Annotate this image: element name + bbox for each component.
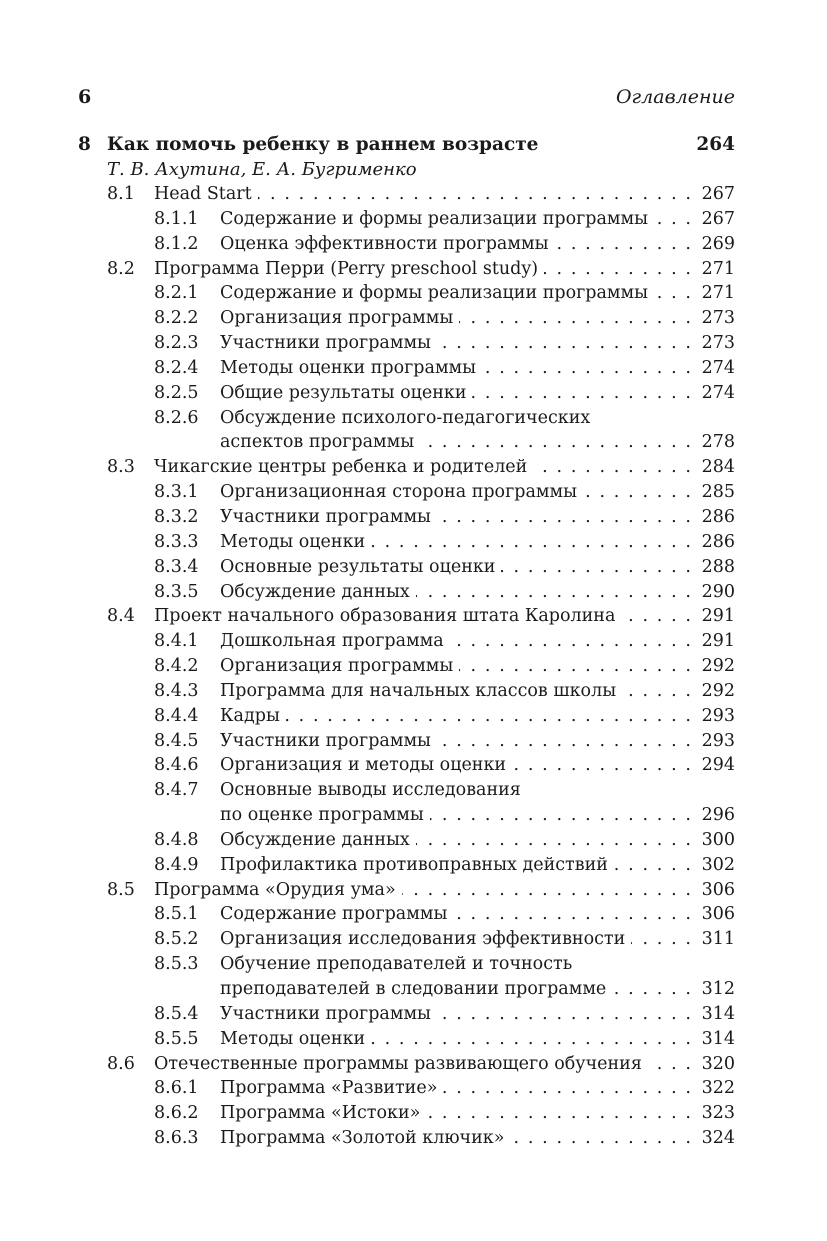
- toc-entry-number: 8.5.4: [154, 1003, 199, 1024]
- toc-entry-page: 314: [696, 1002, 735, 1027]
- toc-entry[interactable]: [78, 1076, 735, 1101]
- toc-entry-title: Основные результаты оценки: [220, 555, 501, 580]
- chapter-number: 8: [78, 134, 91, 155]
- toc-entry-page: 285: [696, 480, 735, 505]
- toc-entry-title: Чикагские центры ребенка и родителей: [154, 455, 533, 480]
- toc-entry[interactable]: [78, 480, 735, 505]
- toc-entry-page: 291: [696, 604, 735, 629]
- toc-entry-page: 271: [696, 257, 735, 282]
- toc-entry[interactable]: [78, 902, 735, 927]
- chapter-page: 264: [696, 134, 735, 155]
- toc-entry-page: 311: [696, 927, 735, 952]
- toc-entry[interactable]: [78, 927, 735, 952]
- toc-entry-page: 274: [696, 356, 735, 381]
- toc-entry-number: 8.2.5: [154, 382, 199, 403]
- toc-entry[interactable]: [78, 753, 735, 778]
- toc-entry-title: Содержание программы: [220, 902, 453, 927]
- toc-entry-number: 8.3.1: [154, 482, 199, 503]
- toc-entry-number: 8.5.3: [154, 954, 199, 975]
- toc-entry-title: Участники программы: [220, 331, 437, 356]
- toc-entry-title: Основные выводы исследования: [220, 778, 527, 803]
- toc-entry-number: 8.6.3: [154, 1128, 199, 1149]
- toc-entry-page: 312: [696, 977, 735, 1002]
- toc-entry-page: 284: [696, 455, 735, 480]
- toc-entry-number: 8.4.9: [154, 854, 199, 875]
- toc-entry-page: 292: [696, 679, 735, 704]
- toc-entry-title: Организация программы: [220, 654, 459, 679]
- toc-entry-number: 8.2.2: [154, 308, 199, 329]
- toc-entry-title: Обсуждение данных: [220, 828, 416, 853]
- toc-entry-title: Программа «Золотой ключик»: [220, 1126, 510, 1151]
- toc-entry-number: 8.2.6: [154, 407, 199, 428]
- toc-entry[interactable]: [78, 381, 735, 406]
- toc-entry[interactable]: [78, 281, 735, 306]
- toc-entry[interactable]: [78, 704, 735, 729]
- toc-entry-number: 8.4.6: [154, 755, 199, 776]
- toc-page: [78, 82, 735, 1151]
- toc-entry[interactable]: [78, 654, 735, 679]
- toc-entry[interactable]: [78, 679, 735, 704]
- toc-entry-number: 8.4.4: [154, 705, 199, 726]
- chapter-title: Как помочь ребенку в раннем возрасте: [107, 134, 539, 155]
- toc-entry[interactable]: [78, 878, 735, 903]
- page-header: [78, 82, 735, 112]
- toc-entry-title: Участники программы: [220, 505, 437, 530]
- toc-entry[interactable]: [78, 828, 735, 853]
- toc-entry[interactable]: [78, 977, 735, 1002]
- toc-entry-title: Обучение преподавателей и точность: [220, 952, 578, 977]
- toc-entry[interactable]: [78, 182, 735, 207]
- toc-entry-page: 323: [696, 1101, 735, 1126]
- toc-entry-page: 306: [696, 878, 735, 903]
- chapter-authors: Т. В. Ахутина, Е. А. Бугрименко: [107, 159, 417, 180]
- toc-entry-page: 306: [696, 902, 735, 927]
- toc-entry-number: 8.5.2: [154, 929, 199, 950]
- toc-entry-title: Программа для начальных классов школы: [220, 679, 622, 704]
- toc-entry-title: Проект начального образования штата Каролина: [154, 604, 621, 629]
- toc-entry[interactable]: [78, 455, 735, 480]
- toc-entry-page: 286: [696, 505, 735, 530]
- toc-entry-number: 8.4.5: [154, 730, 199, 751]
- toc-entry-page: 293: [696, 729, 735, 754]
- toc-entry-title: Программа Перри (Perry preschool study): [154, 257, 544, 282]
- toc-entry-number: 8.5.5: [154, 1028, 199, 1049]
- toc-entry-page: 314: [696, 1027, 735, 1052]
- toc-entry-page: 273: [696, 306, 735, 331]
- toc-entry-title: Содержание и формы реализации программы: [220, 281, 654, 306]
- toc-entry[interactable]: [78, 306, 735, 331]
- toc-entry-page: 267: [696, 182, 735, 207]
- toc-entry-page: 290: [696, 580, 735, 605]
- toc-entry-number: 8.4.7: [154, 780, 199, 801]
- toc-entry-number: 8.4: [107, 606, 135, 627]
- toc-entry[interactable]: [78, 530, 735, 555]
- toc-entry-page: 271: [696, 281, 735, 306]
- toc-entry-number: 8.3.3: [154, 531, 199, 552]
- toc-entry-title: по оценке программы: [220, 803, 430, 828]
- toc-entry-number: 8.4.3: [154, 680, 199, 701]
- toc-entry-number: 8.2.3: [154, 333, 199, 354]
- toc-entry[interactable]: [78, 1002, 735, 1027]
- toc-entry-number: 8.6.2: [154, 1103, 199, 1124]
- toc-entry-title: Кадры: [220, 704, 286, 729]
- toc-entry[interactable]: [78, 430, 735, 455]
- toc-entry-page: 300: [696, 828, 735, 853]
- toc-entry-title: Профилактика противоправных действий: [220, 853, 614, 878]
- toc-entry-title: Содержание и формы реализации программы: [220, 207, 654, 232]
- toc-entry-title: Организационная сторона программы: [220, 480, 583, 505]
- toc-entry-page: 302: [696, 853, 735, 878]
- toc-entry-number: 8.1.2: [154, 233, 199, 254]
- toc-entry-number: 8.5.1: [154, 904, 199, 925]
- toc-entry[interactable]: [78, 952, 735, 977]
- toc-entry-number: 8.4.8: [154, 829, 199, 850]
- toc-entry-page: 269: [696, 232, 735, 257]
- toc-entry-title: аспектов программы: [220, 430, 420, 455]
- toc-entry[interactable]: [78, 232, 735, 257]
- toc-entry-title: Организация исследования эффективности: [220, 927, 631, 952]
- toc-entry-number: 8.6.1: [154, 1078, 199, 1099]
- toc-entry-number: 8.1: [107, 184, 135, 204]
- toc-entry[interactable]: [78, 853, 735, 878]
- toc-entry-page: 294: [696, 753, 735, 778]
- toc-entry-title: Организация и методы оценки: [220, 753, 512, 778]
- toc-entry[interactable]: [78, 729, 735, 754]
- dot-leader: [220, 704, 691, 729]
- toc-entry-number: 8.2: [107, 258, 135, 279]
- toc-entry[interactable]: [78, 505, 735, 530]
- toc-entry-title: Отечественные программы развивающего обучения: [154, 1052, 648, 1077]
- toc-entry-title: преподавателей в следовании программе: [220, 977, 612, 1002]
- toc-entry-title: Организация программы: [220, 306, 459, 331]
- toc-entry[interactable]: [78, 207, 735, 232]
- toc-entry-title: Обсуждение данных: [220, 580, 416, 605]
- toc-entry-number: 8.6: [107, 1053, 135, 1074]
- toc-entry-number: 8.2.1: [154, 283, 199, 304]
- toc-entry[interactable]: [78, 356, 735, 381]
- toc-entry[interactable]: [78, 604, 735, 629]
- toc-entry[interactable]: [78, 629, 735, 654]
- toc-list: [78, 182, 735, 1151]
- toc-entry-page: 291: [696, 629, 735, 654]
- toc-entry-page: 296: [696, 803, 735, 828]
- toc-entry-number: 8.3: [107, 457, 135, 478]
- toc-entry-number: 8.5: [107, 879, 135, 900]
- toc-entry-page: 322: [696, 1076, 735, 1101]
- toc-entry-number: 8.1.1: [154, 208, 199, 229]
- toc-entry-title: Программа «Орудия ума»: [154, 878, 402, 903]
- toc-entry[interactable]: [78, 778, 735, 803]
- toc-entry-number: 8.3.2: [154, 506, 199, 527]
- toc-entry-title: Оценка эффективности программы: [220, 232, 555, 257]
- toc-entry[interactable]: [78, 1101, 735, 1126]
- toc-entry-page: 278: [696, 430, 735, 455]
- toc-entry[interactable]: [78, 580, 735, 605]
- toc-entry-page: 320: [696, 1052, 735, 1077]
- toc-entry-page: 324: [696, 1126, 735, 1151]
- toc-entry-title: Дошкольная программа: [220, 629, 450, 654]
- toc-entry-page: 286: [696, 530, 735, 555]
- toc-entry[interactable]: [78, 1027, 735, 1052]
- toc-entry-page: 288: [696, 555, 735, 580]
- page-number: 6: [78, 86, 92, 108]
- toc-entry[interactable]: [78, 406, 735, 431]
- chapter-heading[interactable]: [78, 132, 735, 158]
- toc-entry[interactable]: [78, 331, 735, 356]
- toc-entry-page: 273: [696, 331, 735, 356]
- toc-entry[interactable]: [78, 257, 735, 282]
- toc-entry-title: Общие результаты оценки: [220, 381, 472, 406]
- toc-entry[interactable]: [78, 803, 735, 828]
- toc-entry-page: 267: [696, 207, 735, 232]
- toc-entry-title: Программа «Развитие»: [220, 1076, 443, 1101]
- toc-entry-number: 8.2.4: [154, 357, 199, 378]
- toc-entry-title: Участники программы: [220, 1002, 437, 1027]
- toc-entry-number: 8.4.1: [154, 631, 199, 652]
- toc-entry-number: 8.3.4: [154, 556, 199, 577]
- toc-entry[interactable]: [78, 1126, 735, 1151]
- toc-entry-title: Обсуждение психолого-педагогических: [220, 406, 596, 431]
- toc-entry-number: 8.4.2: [154, 656, 199, 677]
- toc-entry[interactable]: [78, 555, 735, 580]
- toc-entry[interactable]: [78, 1052, 735, 1077]
- toc-entry-title: Методы оценки программы: [220, 356, 482, 381]
- toc-entry-page: 293: [696, 704, 735, 729]
- toc-entry-page: 292: [696, 654, 735, 679]
- running-title: Оглавление: [615, 86, 735, 108]
- toc-entry-title: Участники программы: [220, 729, 437, 754]
- toc-entry-title: Программа «Истоки»: [220, 1101, 426, 1126]
- toc-entry-page: 274: [696, 381, 735, 406]
- toc-entry-title: Методы оценки: [220, 530, 371, 555]
- toc-entry-title: Методы оценки: [220, 1027, 371, 1052]
- toc-entry-title: Head Start: [154, 182, 258, 207]
- toc-entry-number: 8.3.5: [154, 581, 199, 602]
